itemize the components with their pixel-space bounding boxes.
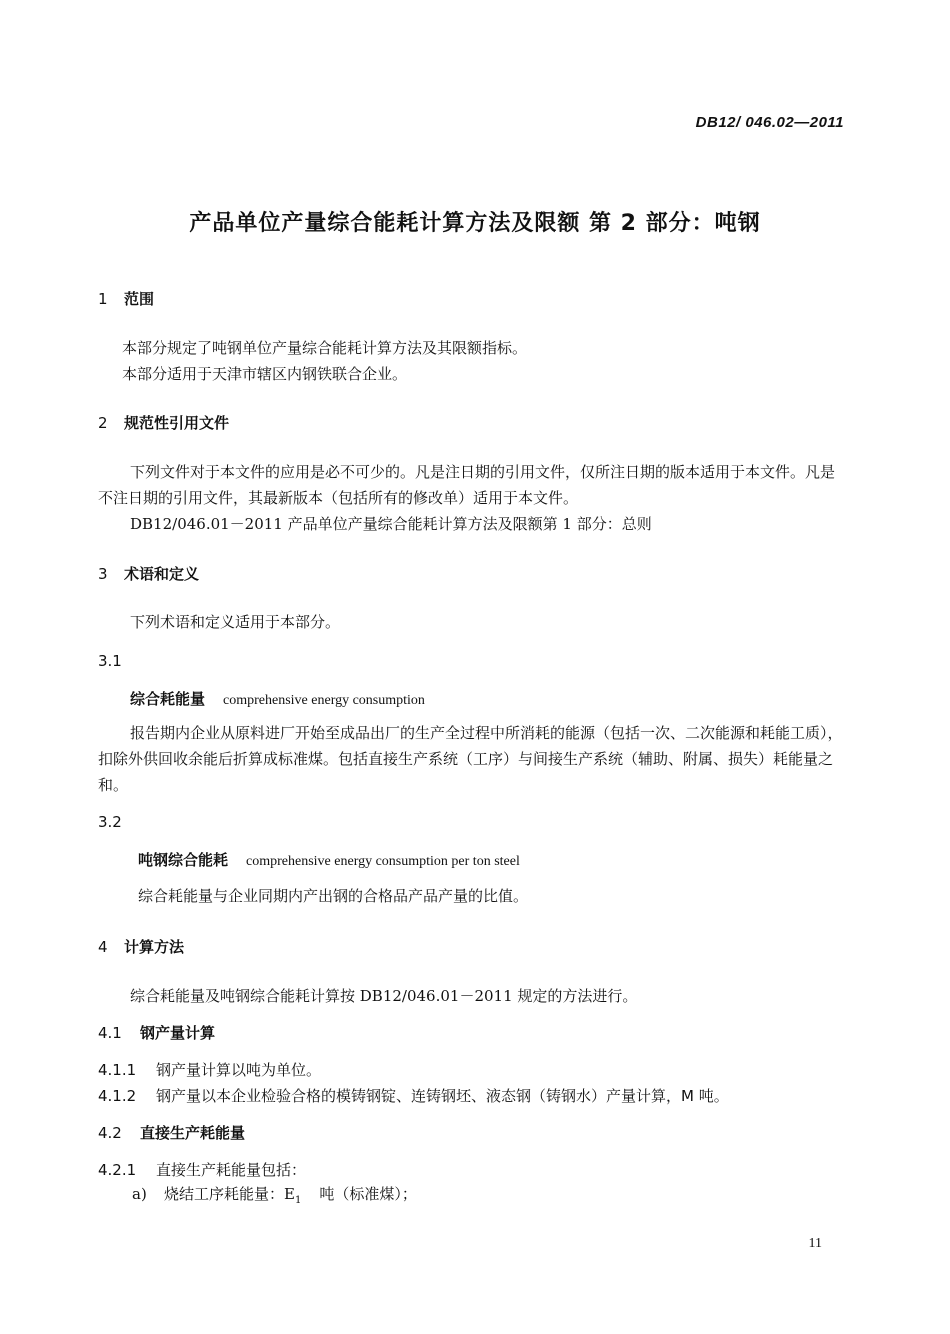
term-english: comprehensive energy consumption per ton steel — [246, 854, 520, 869]
clause-4-1-1 — [98, 1059, 321, 1080]
section-title: 术语和定义 — [124, 565, 200, 583]
section-title: 范围 — [124, 290, 155, 308]
clause-number: 4.1.2 — [98, 1087, 137, 1105]
clause-text: 钢产量以本企业检验合格的模铸钢锭、连铸钢坯、液态钢（铸钢水）产量计算，M 吨。 — [156, 1087, 729, 1105]
list-item-unit: 吨（标准煤）； — [319, 1185, 417, 1203]
list-marker: a) — [132, 1185, 147, 1203]
section-1-paragraph-1: 本部分规定了吨钢单位产量综合能耗计算方法及其限额指标。 — [122, 339, 528, 357]
standard-code: DB12/ 046.02—2011 — [695, 114, 844, 131]
section-2-reference: DB12/046.01－2011 产品单位产量综合能耗计算方法及限额第 1 部分：总则 — [130, 515, 652, 533]
section-2-heading — [98, 412, 229, 433]
term-3-2-definition: 综合耗能量与企业同期内产出钢的合格品产品产量的比值。 — [138, 887, 529, 905]
subscript: 1 — [294, 1195, 302, 1206]
section-3-heading — [98, 563, 199, 584]
section-4-2-heading — [98, 1122, 245, 1143]
section-number: 4 — [98, 938, 108, 956]
term-3-1-number: 3.1 — [98, 652, 122, 670]
term-3-2-number: 3.2 — [98, 813, 122, 831]
term-3-1 — [130, 688, 425, 709]
section-number: 2 — [98, 414, 108, 432]
clause-number: 4.1.1 — [98, 1061, 137, 1079]
term-3-2 — [138, 849, 520, 870]
document-title: 产品单位产量综合能耗计算方法及限额 第 2 部分：吨钢 — [189, 211, 761, 236]
section-2-paragraph-1: 下列文件对于本文件的应用是必不可少的。凡是注日期的引用文件，仅所注日期的版本适用于本文件。凡是不注日期的引用文件，其最新版本（包括所有的修改单）适用于本文件。 — [98, 463, 836, 507]
list-item-a — [132, 1181, 417, 1214]
section-title: 钢产量计算 — [140, 1024, 216, 1042]
section-4-paragraph-1: 综合耗能量及吨钢综合能耗计算按 DB12/046.01－2011 规定的方法进行。 — [130, 987, 638, 1005]
clause-4-1-2 — [98, 1085, 729, 1106]
section-3-paragraph-1: 下列术语和定义适用于本部分。 — [130, 613, 341, 631]
clause-4-2-1 — [98, 1159, 306, 1180]
section-title: 规范性引用文件 — [124, 414, 230, 432]
section-number: 1 — [98, 290, 108, 308]
section-1-paragraph-2: 本部分适用于天津市辖区内钢铁联合企业。 — [122, 365, 408, 383]
section-4-heading — [98, 936, 184, 957]
term-chinese: 吨钢综合能耗 — [138, 851, 229, 869]
page-number: 11 — [808, 1236, 822, 1251]
section-title: 直接生产耗能量 — [140, 1124, 246, 1142]
term-3-1-definition: 报告期内企业从原料进厂开始至成品出厂的生产全过程中所消耗的能源（包括一次、二次能源和耗能工质），扣除外供回收余能后折算成标准煤。包括直接生产系统（工序）与间接生产系统（辅助、附属、损失）耗能量之和。 — [98, 724, 843, 794]
term-chinese: 综合耗能量 — [130, 690, 206, 708]
clause-text: 直接生产耗能量包括： — [156, 1161, 307, 1179]
section-number: 4.1 — [98, 1024, 122, 1042]
section-number: 3 — [98, 565, 108, 583]
clause-number: 4.2.1 — [98, 1161, 137, 1179]
list-item-text: 烧结工序耗能量：E — [164, 1185, 295, 1203]
section-number: 4.2 — [98, 1124, 122, 1142]
section-title: 计算方法 — [124, 938, 185, 956]
clause-text: 钢产量计算以吨为单位。 — [156, 1061, 322, 1079]
section-4-1-heading — [98, 1022, 215, 1043]
section-1-heading — [98, 288, 154, 309]
term-english: comprehensive energy consumption — [223, 693, 425, 708]
